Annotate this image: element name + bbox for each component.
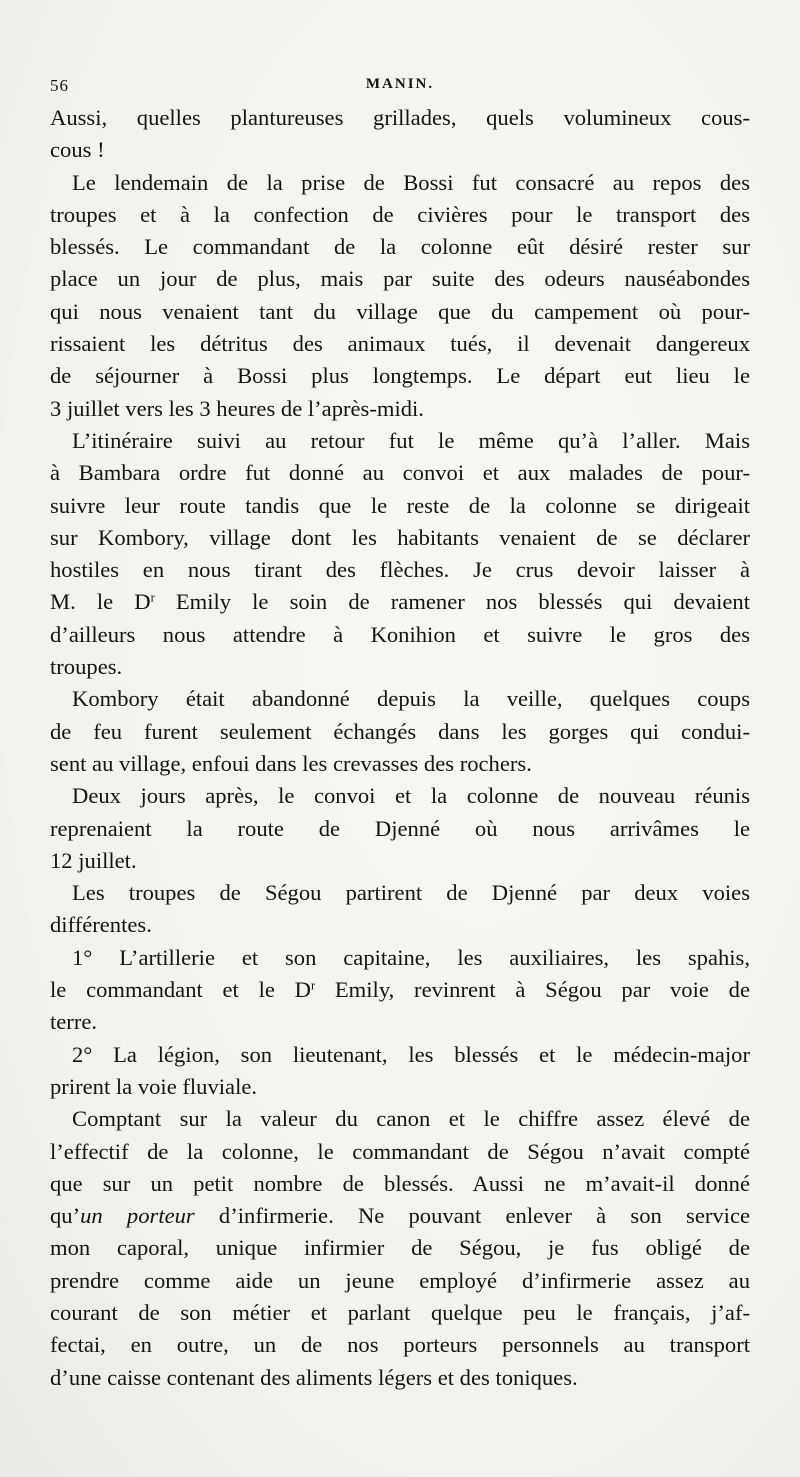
text-line: troupes. xyxy=(50,654,123,680)
text-line: Comptant sur la valeur du canon et le chiffre assez élevé de xyxy=(72,1106,750,1132)
text-line: prendre comme aide un jeune employé d’infirmerie assez au xyxy=(50,1267,750,1293)
text-line: terre. xyxy=(50,1009,98,1035)
body-text xyxy=(50,102,750,1394)
text-line: rissaient les détritus des animaux tués, il devenait dangereux xyxy=(50,331,750,357)
text-line: que sur un petit nombre de blessés. Aussi ne m’avait-il donné xyxy=(50,1170,750,1196)
text-line: place un jour de plus, mais par suite des odeurs nauséabondes xyxy=(50,266,750,292)
text-line: suivre leur route tandis que le reste de la colonne se dirigeait xyxy=(50,492,750,518)
text-line: hostiles en nous tirant des flèches. Je crus devoir laisser à xyxy=(50,557,750,583)
text-line: sur Kombory, village dont les habitants venaient de se déclarer xyxy=(50,524,750,550)
text-line: blessés. Le commandant de la colonne eût désiré rester sur xyxy=(50,234,750,260)
text-line: qu’un porteur d’infirmerie. Ne pouvant enlever à son service xyxy=(50,1203,750,1229)
text-line: Les troupes de Ségou partirent de Djenné par deux voies xyxy=(72,880,750,906)
text-line: d’ailleurs nous attendre à Konihion et suivre le gros des xyxy=(50,621,750,647)
text-line: de feu furent seulement échangés dans les gorges qui condui- xyxy=(50,718,750,744)
text-line: 1° L’artillerie et son capitaine, les auxiliaires, les spahis, xyxy=(72,944,750,970)
text-line: de séjourner à Bossi plus longtemps. Le départ eut lieu le xyxy=(50,363,750,389)
text-line: cous ! xyxy=(50,137,105,163)
text-line: d’une caisse contenant des aliments légers et des toniques. xyxy=(50,1364,578,1390)
text-line: Aussi, quelles plantureuses grillades, quels volumineux cous- xyxy=(50,105,750,130)
text-line: à Bambara ordre fut donné au convoi et aux malades de pour- xyxy=(50,460,750,486)
running-head: MANIN. xyxy=(365,76,435,92)
text-line: courant de son métier et parlant quelque peu le français, j’af- xyxy=(50,1299,750,1325)
page-number: 56 xyxy=(50,76,69,95)
text-line: Deux jours après, le convoi et la colonne de nouveau réunis xyxy=(72,783,750,809)
text-line: 2° La légion, son lieutenant, les blessés et le médecin-major xyxy=(72,1041,750,1067)
text-line: Kombory était abandonné depuis la veille, quelques coups xyxy=(72,686,750,712)
text-line: qui nous venaient tant du village que du campement où pour- xyxy=(50,298,750,324)
text-line: prirent la voie fluviale. xyxy=(50,1073,258,1099)
text-line: 3 juillet vers les 3 heures de l’après-midi. xyxy=(50,395,424,421)
text-line: 12 juillet. xyxy=(50,847,137,873)
text-line: sent au village, enfoui dans les crevasses des rochers. xyxy=(50,750,532,776)
text-line: l’effectif de la colonne, le commandant de Ségou n’avait compté xyxy=(50,1138,750,1164)
text-line: mon caporal, unique infirmier de Ségou, je fus obligé de xyxy=(50,1235,750,1261)
text-line: M. le $D^r$ Emily le soin de ramener nos blessés qui devaient xyxy=(50,589,750,615)
text-line: reprenaient la route de Djenné où nous arrivâmes le xyxy=(50,815,750,841)
text-line: le commandant et le $D^r$ Emily, revinrent à Ségou par voie de xyxy=(50,977,750,1003)
text-line: différentes. xyxy=(50,912,152,938)
text-line: troupes et à la confection de civières pour le transport des xyxy=(50,201,750,227)
text-line: fectai, en outre, un de nos porteurs personnels au transport xyxy=(50,1332,750,1358)
text-line: Le lendemain de la prise de Bossi fut consacré au repos des xyxy=(72,169,750,195)
text-line: L’itinéraire suivi au retour fut le même qu’à l’aller. Mais xyxy=(72,427,750,453)
page-header xyxy=(50,76,750,100)
